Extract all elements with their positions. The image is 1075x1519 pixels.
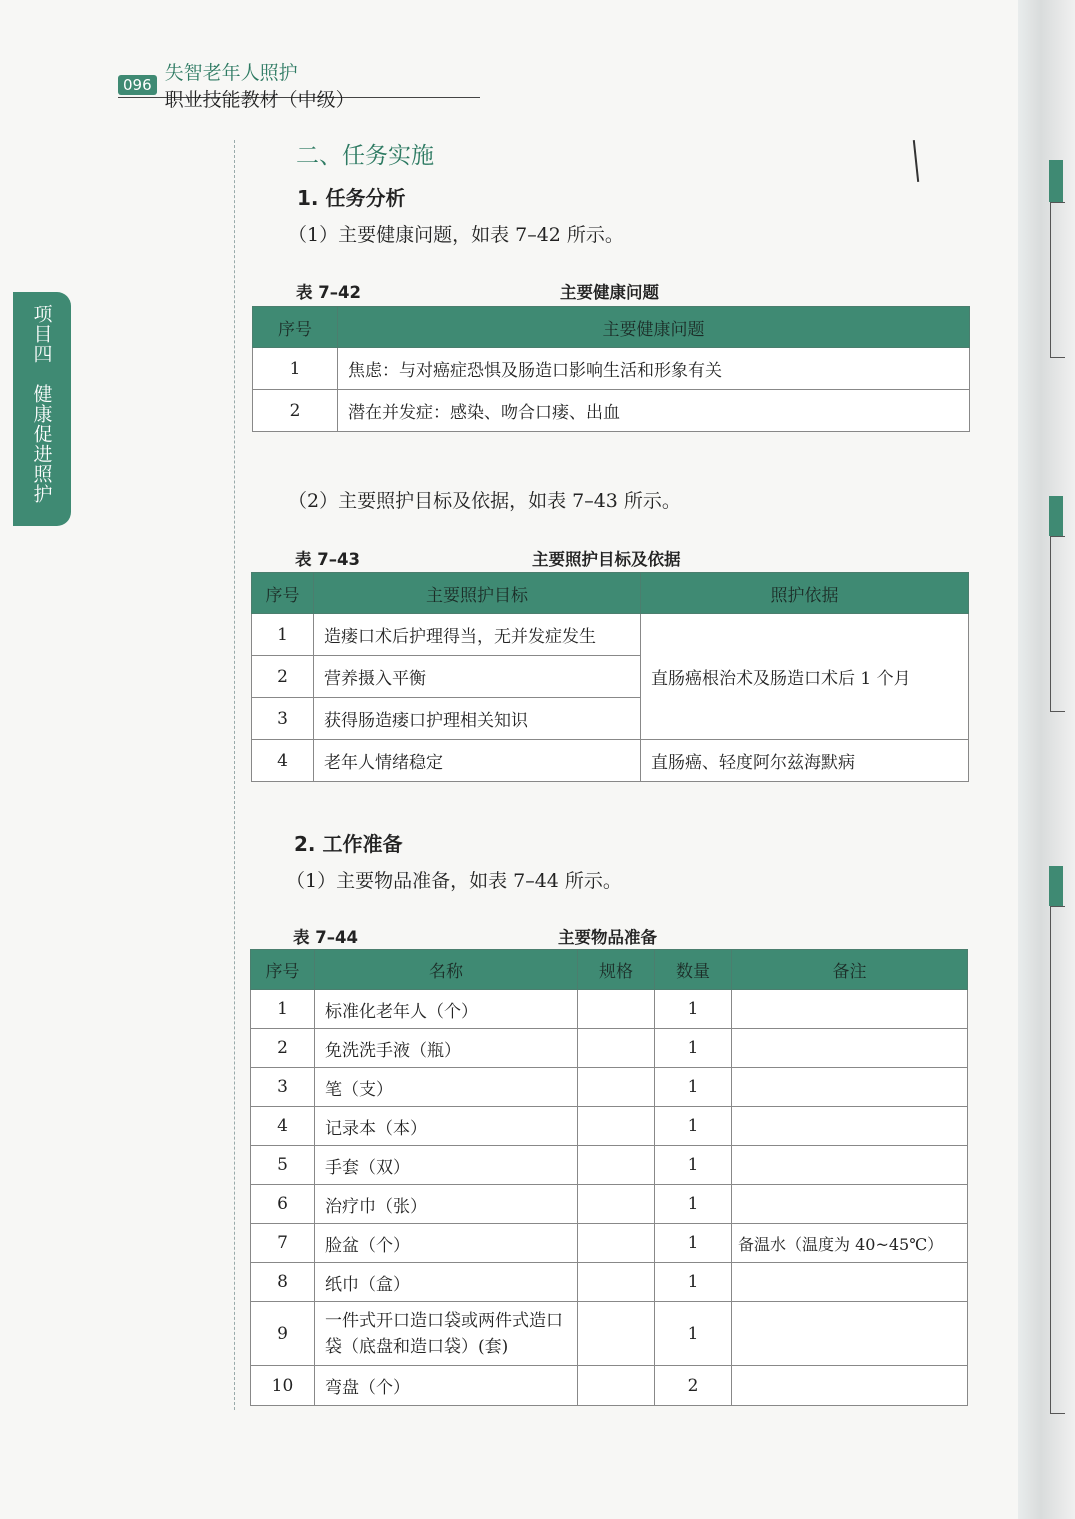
cell	[578, 990, 655, 1029]
book-title: 失智老年人照护职业技能教材（中级）	[164, 62, 355, 111]
cell	[578, 1029, 655, 1068]
table-row	[251, 1366, 968, 1406]
paragraph: （1）主要健康问题，如表 7–42 所示。	[288, 224, 624, 246]
cell: 1	[655, 1263, 732, 1302]
edge-table	[1050, 536, 1065, 712]
cell: 1	[655, 1029, 732, 1068]
cell	[578, 1302, 655, 1366]
edge-table	[1050, 202, 1065, 358]
table-row	[251, 1146, 968, 1185]
table-7-44	[250, 949, 968, 1406]
table-header: 规格	[578, 950, 655, 990]
cell: 造瘘口术后护理得当，无并发症发生	[314, 614, 641, 656]
cell	[732, 1068, 968, 1107]
cell: 备温水（温度为 40~45℃）	[732, 1224, 968, 1263]
cell: 焦虑：与对癌症恐惧及肠造口影响生活和形象有关	[338, 348, 970, 390]
cell: 2	[251, 1029, 315, 1068]
cell: 3	[252, 698, 314, 740]
table-header: 序号	[252, 573, 314, 614]
cell	[578, 1068, 655, 1107]
table-row	[251, 1107, 968, 1146]
table-caption-number: 表 7–42	[296, 283, 361, 302]
cell: 一件式开口造口袋或两件式造口袋（底盘和造口袋）(套)	[315, 1302, 578, 1366]
cell: 9	[251, 1302, 315, 1366]
cell: 标准化老年人（个）	[315, 990, 578, 1029]
table-row	[252, 614, 969, 656]
subsection-title: 1. 任务分析	[297, 186, 406, 210]
cell: 8	[251, 1263, 315, 1302]
cell	[578, 1263, 655, 1302]
pen-mark	[913, 140, 919, 182]
cell: 获得肠造瘘口护理相关知识	[314, 698, 641, 740]
table-header: 照护依据	[641, 573, 969, 614]
table-caption: 主要物品准备	[558, 928, 657, 947]
table-7-43	[251, 572, 969, 782]
edge-tab	[1049, 160, 1063, 202]
cell: 营养摄入平衡	[314, 656, 641, 698]
table-caption: 主要照护目标及依据	[532, 550, 681, 569]
cell: 3	[251, 1068, 315, 1107]
table-row	[251, 1068, 968, 1107]
cell: 免洗洗手液（瓶）	[315, 1029, 578, 1068]
cell: 1	[655, 1302, 732, 1366]
section-title: 二、任务实施	[296, 143, 434, 169]
cell: 4	[251, 1107, 315, 1146]
cell	[578, 1146, 655, 1185]
table-caption-number: 表 7–43	[295, 550, 360, 569]
cell: 1	[655, 1146, 732, 1185]
cell	[732, 1263, 968, 1302]
cell	[732, 990, 968, 1029]
table-row	[251, 1302, 968, 1366]
cell: 直肠癌根治术及肠造口术后 1 个月	[641, 614, 969, 740]
cell	[732, 1029, 968, 1068]
cell: 脸盆（个）	[315, 1224, 578, 1263]
cell: 手套（双）	[315, 1146, 578, 1185]
cell	[732, 1107, 968, 1146]
table-header: 主要健康问题	[338, 307, 970, 348]
cell: 2	[253, 390, 338, 432]
cell	[578, 1185, 655, 1224]
table-caption-number: 表 7–44	[293, 928, 358, 947]
paragraph: （1）主要物品准备，如表 7–44 所示。	[286, 870, 622, 892]
cell: 老年人情绪稳定	[314, 740, 641, 782]
cell: 7	[251, 1224, 315, 1263]
cell: 4	[252, 740, 314, 782]
cell	[732, 1366, 968, 1406]
cell	[732, 1146, 968, 1185]
cell: 1	[655, 1107, 732, 1146]
cell: 2	[655, 1366, 732, 1406]
table-row	[253, 348, 970, 390]
edge-tab	[1049, 496, 1063, 536]
table-7-42	[252, 306, 970, 432]
subsection-title: 2. 工作准备	[294, 832, 403, 856]
cell	[732, 1185, 968, 1224]
cell: 潜在并发症：感染、吻合口瘘、出血	[338, 390, 970, 432]
cell: 直肠癌、轻度阿尔兹海默病	[641, 740, 969, 782]
table-header: 主要照护目标	[314, 573, 641, 614]
edge-tab	[1049, 866, 1063, 906]
cell: 1	[253, 348, 338, 390]
next-page-edge	[1018, 0, 1075, 1519]
table-header: 名称	[315, 950, 578, 990]
cell: 10	[251, 1366, 315, 1406]
cell: 5	[251, 1146, 315, 1185]
edge-table	[1050, 906, 1065, 1414]
table-row	[253, 390, 970, 432]
cell: 记录本（本）	[315, 1107, 578, 1146]
cell: 1	[655, 990, 732, 1029]
cell: 1	[655, 1185, 732, 1224]
cell	[578, 1107, 655, 1146]
cell: 治疗巾（张）	[315, 1185, 578, 1224]
side-tab: 项目四 健康促进照护	[13, 292, 71, 526]
margin-dashed-line	[234, 140, 235, 1410]
table-row	[251, 1029, 968, 1068]
cell: 1	[655, 1224, 732, 1263]
cell: 纸巾（盒）	[315, 1263, 578, 1302]
cell: 1	[655, 1068, 732, 1107]
cell	[578, 1224, 655, 1263]
table-row	[252, 740, 969, 782]
cell: 1	[252, 614, 314, 656]
table-caption: 主要健康问题	[560, 283, 659, 302]
page-header	[118, 62, 480, 111]
cell	[578, 1366, 655, 1406]
cell: 1	[251, 990, 315, 1029]
cell: 2	[252, 656, 314, 698]
cell: 弯盘（个）	[315, 1366, 578, 1406]
cell: 笔（支）	[315, 1068, 578, 1107]
table-header: 序号	[251, 950, 315, 990]
table-header: 序号	[253, 307, 338, 348]
cell: 6	[251, 1185, 315, 1224]
table-header: 备注	[732, 950, 968, 990]
page-number: 096	[118, 75, 157, 95]
table-row	[251, 1224, 968, 1263]
table-row	[251, 1185, 968, 1224]
paragraph: （2）主要照护目标及依据，如表 7–43 所示。	[288, 490, 681, 512]
table-row	[251, 1263, 968, 1302]
table-row	[251, 990, 968, 1029]
cell	[732, 1302, 968, 1366]
table-header: 数量	[655, 950, 732, 990]
